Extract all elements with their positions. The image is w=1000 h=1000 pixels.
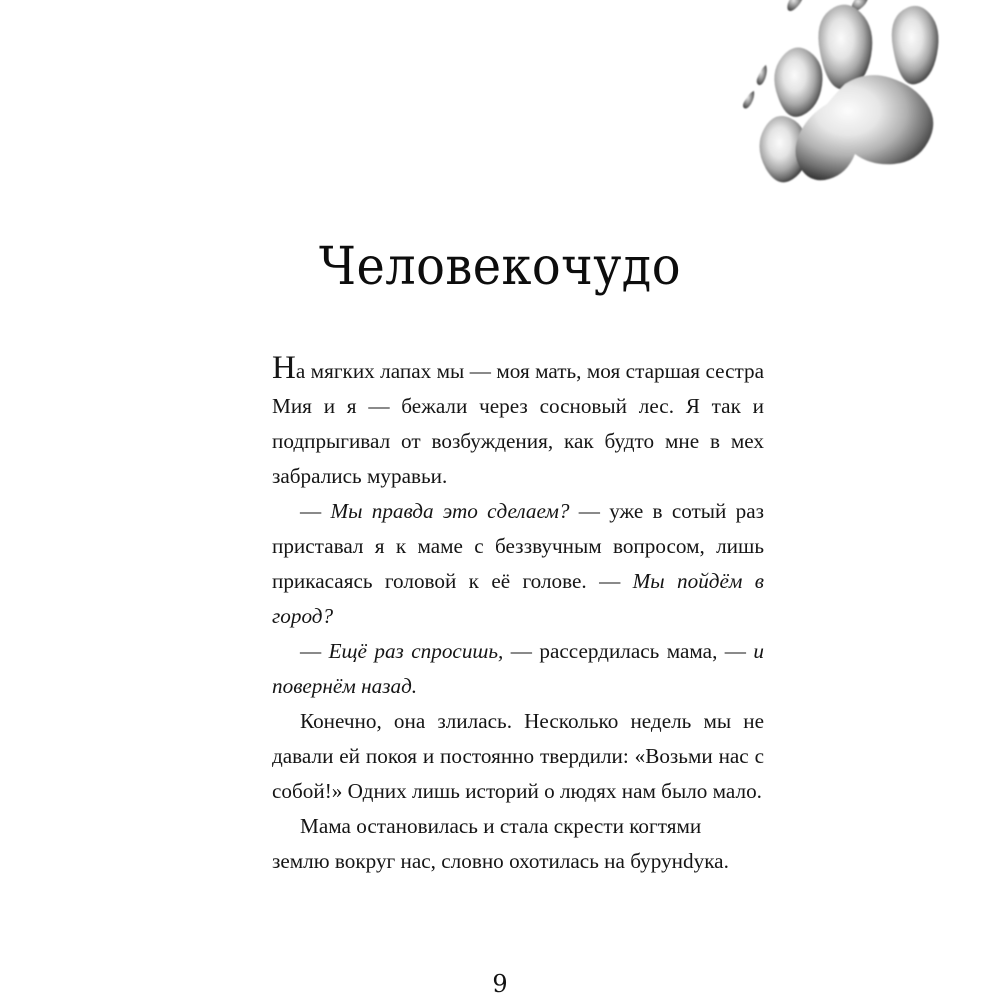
chapter-title: Человекочудо bbox=[319, 236, 681, 297]
roman-run: — уже в сотый раз приставал я к маме с беззвучным вопросом, лишь прикасаясь головой к её голове. — bbox=[272, 499, 765, 593]
italic-run: Мы пойдём в город? bbox=[272, 569, 764, 628]
roman-run: — рассердилась мама, — bbox=[503, 639, 754, 663]
paragraph bbox=[272, 634, 764, 704]
paw-print-icon bbox=[740, 0, 940, 186]
roman-run: — bbox=[300, 499, 331, 523]
roman-run: — bbox=[300, 639, 329, 663]
italic-run: Ещё раз спросишь, bbox=[328, 639, 504, 663]
body-text bbox=[272, 352, 764, 879]
page-number: 9 bbox=[492, 970, 508, 998]
paragraph: На мягких лапах мы — моя мать, моя старшая сестра Мия и я — бежали через сосновый лес. Я так и подпрыгивал от возбуждения, как будто мне в мех забрались муравьи. bbox=[272, 350, 764, 488]
paragraph bbox=[272, 494, 764, 634]
paragraph: Конечно, она злилась. Несколько недель мы не давали ей покоя и постоянно твердили: «Возьми нас с собой!» Одних лишь историй о людях нам было мало. bbox=[272, 709, 764, 803]
italic-run: и повернём назад. bbox=[272, 639, 764, 698]
italic-run: Мы правда это сделаем? bbox=[330, 499, 570, 523]
paragraph: Мама остановилась и стала скрести когтями землю вокруг нас, словно охотилась на бурунdука. bbox=[272, 814, 729, 873]
